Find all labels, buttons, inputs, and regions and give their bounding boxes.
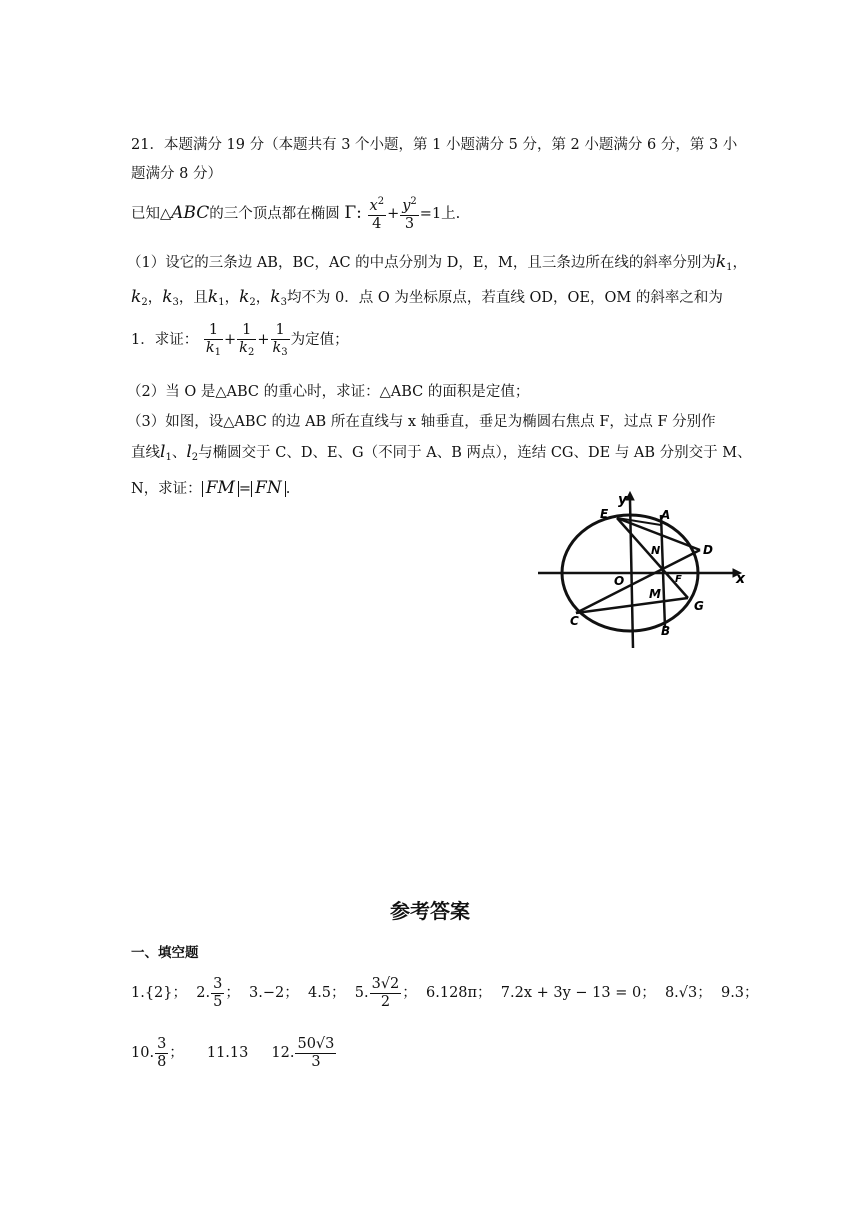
answers-row1: 1.{2}； 2. $\frac{3}{5}$ ； 3.−2； 4.5； 5. $\frac{3√2}{2}$ ； 6.128π； 7.2x + 3y − 13 = 0； 8.√3； 9.3； — [131, 976, 759, 1010]
label-N: N — [651, 544, 661, 557]
answer-8: 8.√3； — [664, 985, 712, 1002]
answer-11: 11.13 — [206, 1045, 249, 1062]
section-fill-blank: 一、填空题 — [131, 945, 199, 961]
part3-line3: N，求证： FM = FN . — [131, 478, 291, 498]
label-M: M — [649, 587, 661, 601]
label-B: B — [661, 624, 671, 638]
label-D: D — [703, 543, 713, 557]
answers-title: 参考答案 — [390, 899, 470, 923]
label-A: A — [661, 508, 671, 522]
answer-9: 9.3； — [720, 985, 759, 1002]
problem-header-line1: 21．本题满分 19 分（本题共有 3 个小题，第 1 小题满分 5 分，第 2 小题满分 6 分，第 3 小 — [131, 137, 738, 153]
answer-3: 3.−2； — [249, 985, 299, 1002]
answer-1: 1.{2}； — [131, 985, 188, 1002]
part3-line2: 直线$l_1$、$l_2$与椭圆交于 C、D、E、G（不同于 A、B 两点），连结 CG、DE 与 AB 分别交于 M、 — [131, 442, 752, 463]
answer-7: 7.2x + 3y − 13 = 0； — [500, 985, 656, 1002]
label-G: G — [694, 599, 704, 613]
ellipse-figure — [530, 488, 760, 650]
problem-header-line2: 题满分 8 分） — [131, 166, 222, 182]
label-O: O — [614, 574, 625, 588]
label-E: E — [600, 507, 609, 521]
part1-line2: $k_2$，$k_3$，且$k_1$，$k_2$，$k_3$均不为 0．点 O 为坐标原点，若直线 OD，OE，OM 的斜率之和为 — [131, 287, 723, 308]
label-x: x — [736, 571, 746, 587]
problem-intro: 已知△ABC的三个顶点都在椭圆 Γ: $\frac{x^2}{4}$ + $\frac{y^2}{3}$ =1上. — [131, 196, 461, 232]
part1-line1: （1）设它的三条边 AB，BC，AC 的中点分别为 D，E，M，且三条边所在线的斜率分别为$k_1$， — [127, 252, 748, 273]
label-C: C — [570, 614, 579, 628]
label-y: y — [618, 492, 628, 508]
part2: （2）当 O 是△ABC 的重心时，求证：△ABC 的面积是定值； — [127, 384, 530, 400]
part1-line3: 1．求证： $\frac{1}{k_1}$ + $\frac{1}{k_2}$ + $\frac{1}{k_3}$ 为定值； — [131, 322, 349, 358]
answers-row2: 10. $\frac{3}{8}$ ； 11.13 12. $\frac{50√3}{3}$ — [131, 1036, 335, 1070]
label-F: F — [675, 574, 682, 585]
answer-6: 6.128π； — [426, 985, 492, 1002]
y-arrow — [626, 492, 634, 500]
part3-line1: （3）如图，设△ABC 的边 AB 所在直线与 x 轴垂直，垂足为椭圆右焦点 F，过点 F 分别作 — [127, 414, 716, 430]
answer-4: 4.5； — [307, 985, 346, 1002]
